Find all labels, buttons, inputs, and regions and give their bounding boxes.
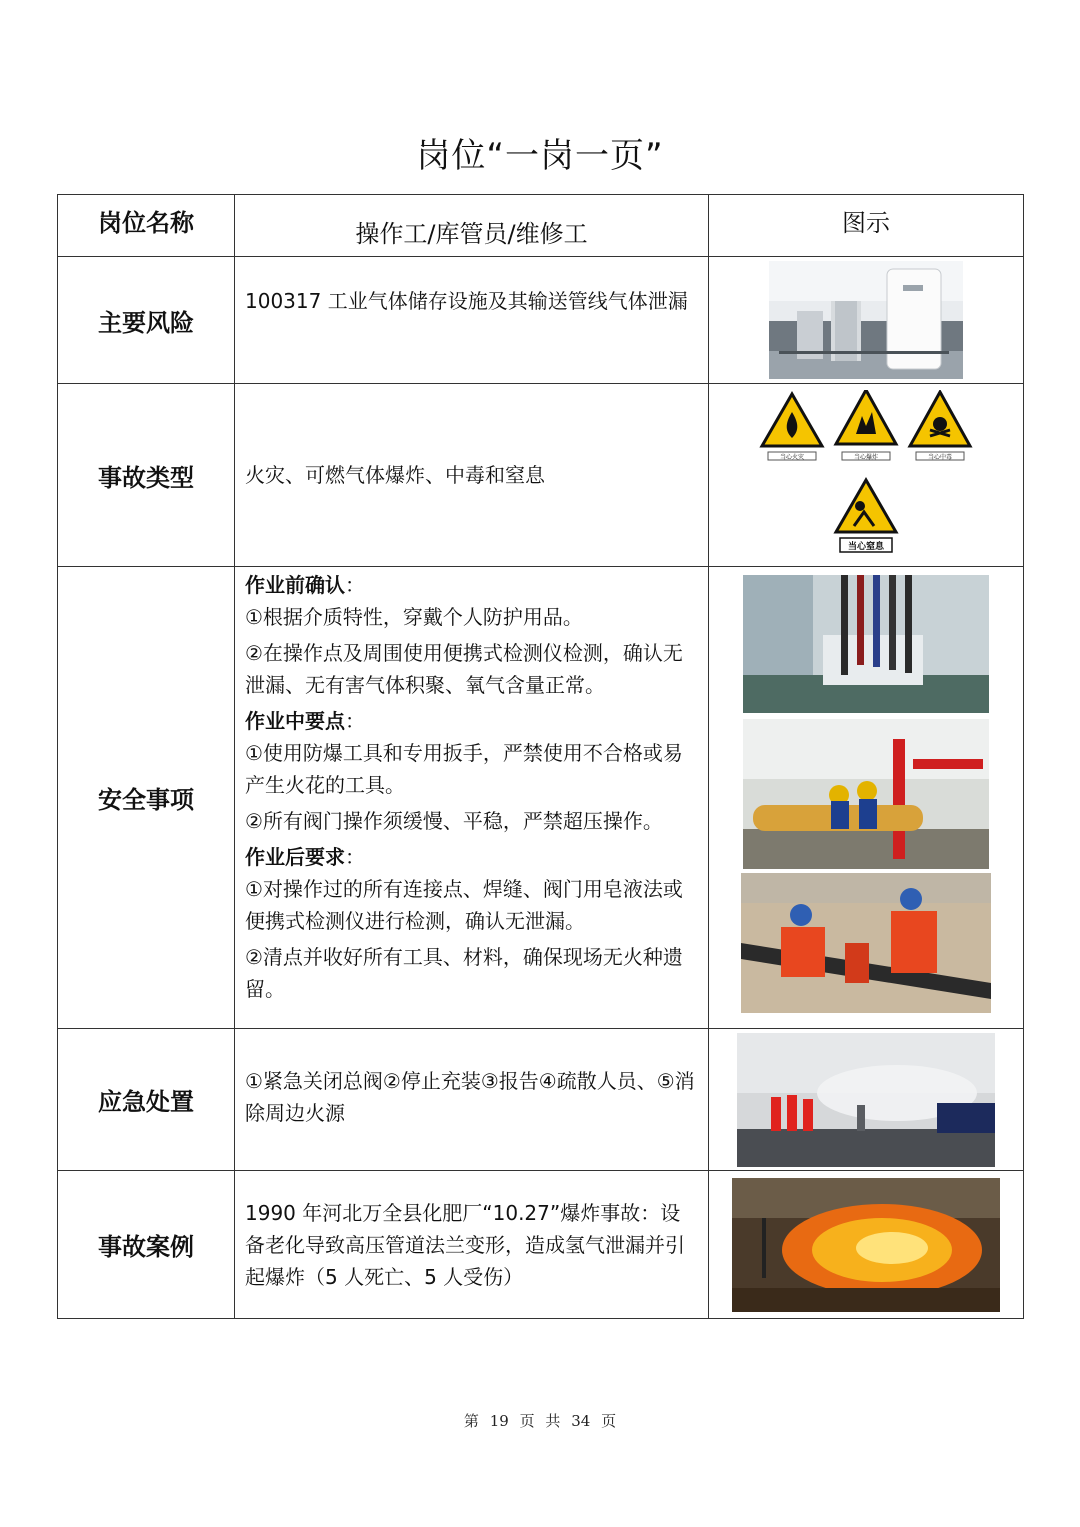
accident-type-text: 火灾、可燃气体爆炸、中毒和窒息 — [245, 463, 545, 487]
illustration-header: 图示 — [709, 195, 1024, 257]
post-info-table — [57, 194, 1024, 1319]
footer-suffix: 页 — [601, 1412, 617, 1430]
poison-warning-caption: 当心中毒 — [927, 454, 953, 461]
explosion-warning-caption: 当心爆炸 — [853, 454, 879, 461]
poison-warning-icon — [910, 392, 970, 461]
footer-total-word: 共 — [545, 1412, 561, 1430]
emergency-response-photo — [737, 1033, 995, 1167]
post-name-value: 操作工/库管员/维修工 — [235, 195, 709, 257]
emergency-label: 应急处置 — [58, 1029, 235, 1171]
colon: ： — [345, 709, 365, 733]
colon: ： — [345, 573, 365, 597]
explosion-fire-photo — [732, 1178, 1000, 1312]
page-title: 岗位“一岗一页” — [416, 136, 664, 176]
explosion-warning-icon — [836, 390, 896, 461]
asphyxiation-warning-caption: 当心窒息 — [847, 542, 885, 552]
before-work-heading — [245, 569, 698, 601]
safety-row — [58, 567, 1024, 1029]
colon: ： — [345, 845, 365, 869]
safety-label: 安全事项 — [58, 567, 235, 1029]
workers-pipeline-repair-photo — [741, 873, 991, 1013]
during-item-1: ①使用防爆工具和专用扳手，严禁使用不合格或易产生火花的工具。 — [245, 741, 683, 797]
after-item-1: ①对操作过的所有连接点、焊缝、阀门用皂液法或便携式检测仪进行检测，确认无泄漏。 — [245, 877, 683, 933]
after-item-2: ②清点并收好所有工具、材料，确保现场无火种遗留。 — [245, 945, 683, 1001]
risk-row — [58, 257, 1024, 384]
gas-pipeline-valves-photo — [743, 575, 989, 713]
before-item-2: ②在操作点及周围使用便携式检测仪检测，确认无泄漏、无有害气体积聚、氧气含量正常。 — [245, 641, 683, 697]
during-work-heading — [245, 705, 698, 737]
accident-type-row — [58, 384, 1024, 567]
before-work-title: 作业前确认 — [245, 573, 345, 597]
asphyxiation-warning-icon — [836, 480, 896, 552]
risk-label: 主要风险 — [58, 257, 235, 384]
current-page-number: 19 — [489, 1412, 509, 1430]
during-item-2: ②所有阀门操作须缓慢、平稳，严禁超压操作。 — [245, 809, 663, 833]
case-text: 1990 年河北万全县化肥厂“10.27”爆炸事故：设备老化导致高压管道法兰变形，造成氢气泄漏并引起爆炸（5 人死亡、5 人受伤） — [245, 1200, 685, 1289]
during-work-title: 作业中要点 — [245, 709, 345, 733]
emergency-text: ①紧急关闭总阀②停止充装③报告④疏散人员、⑤消除周边火源 — [245, 1069, 695, 1125]
fire-warning-icon — [762, 394, 822, 461]
after-work-heading — [245, 841, 698, 873]
after-work-title: 作业后要求 — [245, 845, 345, 869]
page-footer — [0, 1410, 1080, 1431]
case-label: 事故案例 — [58, 1171, 235, 1319]
header-row — [58, 195, 1024, 257]
risk-text: 100317 工业气体储存设施及其输送管线气体泄漏 — [245, 289, 688, 313]
footer-page-word: 页 — [519, 1412, 535, 1430]
emergency-row — [58, 1029, 1024, 1171]
fire-warning-caption: 当心火灾 — [779, 454, 805, 461]
footer-prefix: 第 — [463, 1412, 479, 1430]
post-name-label: 岗位名称 — [58, 195, 235, 257]
total-page-number: 34 — [571, 1412, 591, 1430]
before-item-1: ①根据介质特性，穿戴个人防护用品。 — [245, 605, 583, 629]
warning-signs-image — [756, 390, 976, 560]
accident-type-label: 事故类型 — [58, 384, 235, 567]
workers-pipe-valve-photo — [743, 719, 989, 869]
case-row — [58, 1171, 1024, 1319]
gas-storage-tanks-photo — [769, 261, 963, 379]
